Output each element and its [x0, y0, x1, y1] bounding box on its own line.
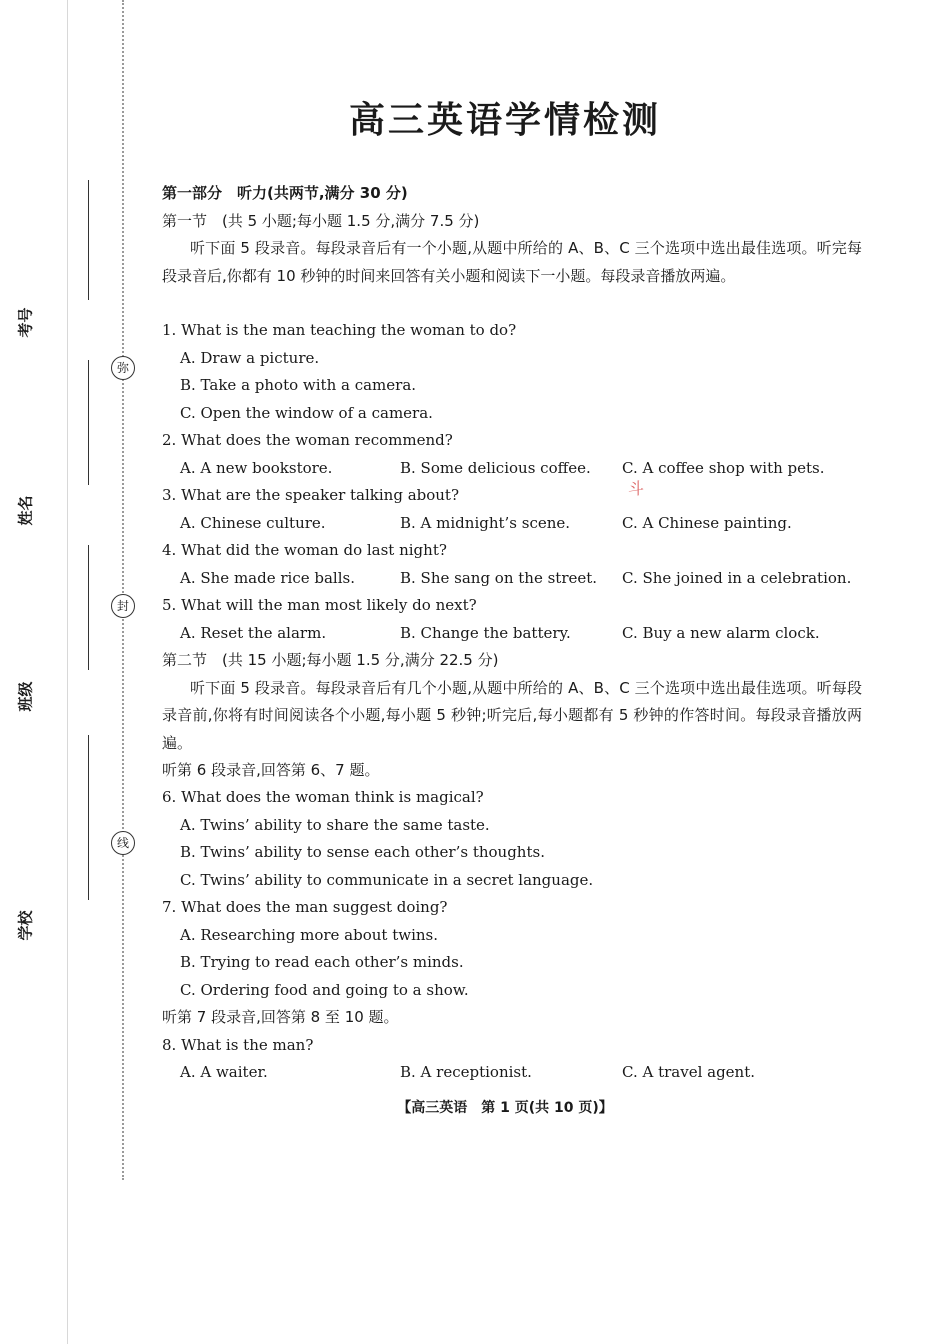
question-8-stem: 8. What is the man?	[162, 1035, 314, 1054]
question-4-option-a[interactable]: A. She made rice balls.	[180, 568, 355, 587]
question-8-option-c[interactable]: C. A travel agent.	[622, 1063, 756, 1081]
section2-instructions: 听下面 5 段录音。每段录音后有几个小题,从题中所给的 A、B、C 三个选项中选出最佳选项。听每段录音前,你将有时间阅读各个小题,每小题 5 秒钟;听完后,每小题都有 5 秒钟的作答时间。每段录音播放两遍。	[162, 678, 862, 752]
exam-content	[162, 180, 862, 1087]
name-label: 姓名	[16, 495, 35, 526]
question-1-option-b[interactable]: B. Take a photo with a camera.	[180, 376, 417, 394]
exam-number-field[interactable]	[88, 180, 89, 300]
question-8-options	[162, 1059, 862, 1087]
question-5-option-b[interactable]: B. Change the battery.	[400, 623, 571, 642]
school-field[interactable]	[88, 735, 89, 900]
question-4-stem: 4. What did the woman do last night?	[162, 541, 447, 559]
class-label: 班级	[16, 681, 35, 712]
question-7-option-b[interactable]: B. Trying to read each other’s minds.	[180, 953, 464, 971]
page-border	[67, 0, 68, 1344]
exam-number-label: 考号	[16, 307, 35, 338]
question-2-stem: 2. What does the woman recommend?	[162, 431, 453, 449]
handwritten-pen-mark: 斗	[628, 479, 645, 498]
question-7-option-c[interactable]: C. Ordering food and going to a show.	[180, 980, 469, 999]
page-title: 高三英语学情检测	[348, 100, 661, 141]
question-7-option-a[interactable]: A. Researching more about twins.	[180, 925, 439, 944]
question-2-option-c[interactable]: C. A coffee shop with pets.	[622, 458, 825, 477]
question-7-stem: 7. What does the man suggest doing?	[162, 898, 448, 916]
school-label: 学校	[16, 910, 35, 941]
question-2-options	[162, 455, 862, 483]
section1-heading: 第一节 (共 5 小题;每小题 1.5 分,满分 7.5 分)	[162, 211, 480, 230]
question-4-options	[162, 565, 862, 593]
question-5-stem: 5. What will the man most likely do next?	[162, 596, 477, 614]
question-3-option-a[interactable]: A. Chinese culture.	[180, 513, 326, 532]
seal-mark-mi: 弥	[111, 356, 135, 380]
name-field[interactable]	[88, 360, 89, 485]
question-4-option-c[interactable]: C. She joined in a celebration.	[622, 568, 852, 587]
question-8-option-b[interactable]: B. A receptionist.	[400, 1063, 532, 1081]
page-footer: 【高三英语 第 1 页(共 10 页)】	[397, 1100, 613, 1116]
question-3-stem: 3. What are the speaker talking about?	[162, 486, 460, 504]
question-2-option-b[interactable]: B. Some delicious coffee.	[400, 458, 591, 477]
question-2-option-a[interactable]: A. A new bookstore.	[180, 458, 333, 477]
question-1-option-a[interactable]: A. Draw a picture.	[180, 348, 320, 367]
group-6-heading: 听第 6 段录音,回答第 6、7 题。	[162, 760, 380, 779]
question-5-options	[162, 620, 862, 648]
question-6-option-a[interactable]: A. Twins’ ability to share the same taste.	[180, 815, 490, 834]
group-7-heading: 听第 7 段录音,回答第 8 至 10 题。	[162, 1008, 399, 1026]
seal-mark-feng: 封	[111, 594, 135, 618]
binding-dotted-line	[122, 0, 124, 1180]
section1-instructions: 听下面 5 段录音。每段录音后有一个小题,从题中所给的 A、B、C 三个选项中选出最佳选项。听完每段录音后,你都有 10 秒钟的时间来回答有关小题和阅读下一小题。每段录音播放两遍。	[162, 239, 862, 285]
question-3-option-b[interactable]: B. A midnight’s scene.	[400, 513, 571, 532]
seal-mark-xian: 线	[111, 831, 135, 855]
question-6-stem: 6. What does the woman think is magical?	[162, 788, 484, 806]
question-8-option-a[interactable]: A. A waiter.	[180, 1063, 268, 1081]
question-5-option-c[interactable]: C. Buy a new alarm clock.	[622, 623, 820, 642]
question-1-stem: 1. What is the man teaching the woman to do?	[162, 321, 517, 339]
class-field[interactable]	[88, 545, 89, 670]
question-1-option-c[interactable]: C. Open the window of a camera.	[180, 403, 433, 422]
question-6-option-b[interactable]: B. Twins’ ability to sense each other’s thoughts.	[180, 843, 545, 861]
question-5-option-a[interactable]: A. Reset the alarm.	[180, 623, 327, 642]
question-3-option-c[interactable]: C. A Chinese painting.	[622, 513, 792, 532]
question-4-option-b[interactable]: B. She sang on the street.	[400, 568, 598, 587]
part1-heading: 第一部分 听力(共两节,满分 30 分)	[162, 184, 408, 202]
question-3-options	[162, 510, 862, 538]
section2-heading: 第二节 (共 15 小题;每小题 1.5 分,满分 22.5 分)	[162, 651, 499, 669]
question-6-option-c[interactable]: C. Twins’ ability to communicate in a secret language.	[180, 870, 594, 889]
